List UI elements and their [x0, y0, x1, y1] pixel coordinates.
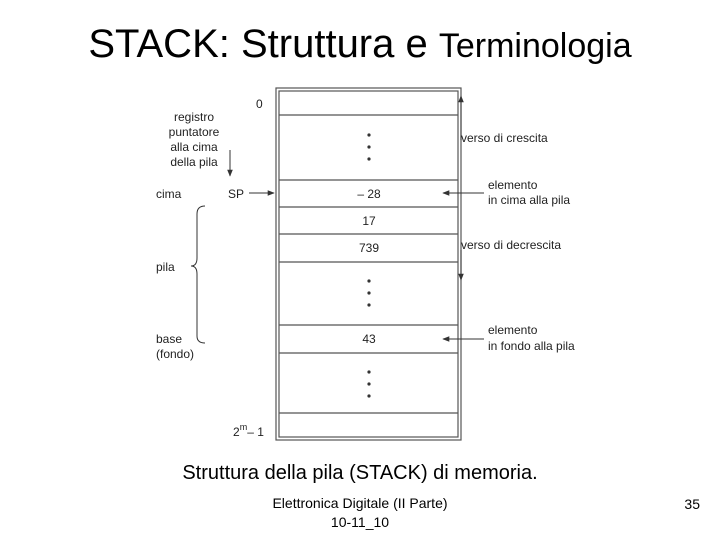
top-label: cima: [156, 187, 182, 201]
stack-label: pila: [156, 260, 175, 274]
sp-label: SP: [228, 187, 245, 201]
ellipsis-dots: [367, 133, 370, 397]
slide-number: 35: [684, 496, 700, 512]
sp-register-label: [169, 110, 220, 169]
stack-brace: [191, 206, 205, 343]
svg-text:base: base: [156, 332, 183, 346]
cell-value: 739: [358, 241, 380, 255]
bottom-element-label: [488, 323, 575, 353]
svg-text:elemento: elemento: [488, 178, 538, 192]
footer-course: Elettronica Digitale (II Parte): [272, 495, 448, 511]
shrink-label: verso di decrescita: [461, 238, 562, 252]
cell-value: 17: [362, 214, 376, 228]
svg-text:in fondo alla pila: in fondo alla pila: [488, 339, 575, 353]
svg-text:in cima alla pila: in cima alla pila: [488, 193, 571, 207]
svg-text:elemento: elemento: [488, 323, 538, 337]
svg-text:registro: registro: [173, 110, 215, 124]
base-label: [156, 332, 194, 361]
cell-value: – 28: [357, 187, 381, 201]
svg-text:della pila: della pila: [170, 155, 218, 169]
footer-date: 10-11_10: [330, 514, 390, 530]
svg-text:puntatore: puntatore: [168, 125, 220, 139]
address-zero: 0: [256, 97, 263, 111]
svg-text:alla cima: alla cima: [170, 140, 218, 154]
title-part-a: STACK: Struttura e: [88, 22, 439, 66]
top-element-label: [488, 178, 570, 207]
title-part-b: Terminologia: [438, 27, 632, 65]
memory-frame: [276, 88, 461, 440]
cell-value: 43: [362, 332, 376, 346]
growth-label: verso di crescita: [461, 131, 548, 145]
address-last: 2$^m$– 1: [233, 422, 264, 439]
svg-text:(fondo): (fondo): [156, 347, 195, 361]
figure-caption: Struttura della pila (STACK) di memoria.: [182, 462, 538, 484]
slide-footer: [250, 494, 470, 532]
memory-column: [276, 88, 461, 440]
